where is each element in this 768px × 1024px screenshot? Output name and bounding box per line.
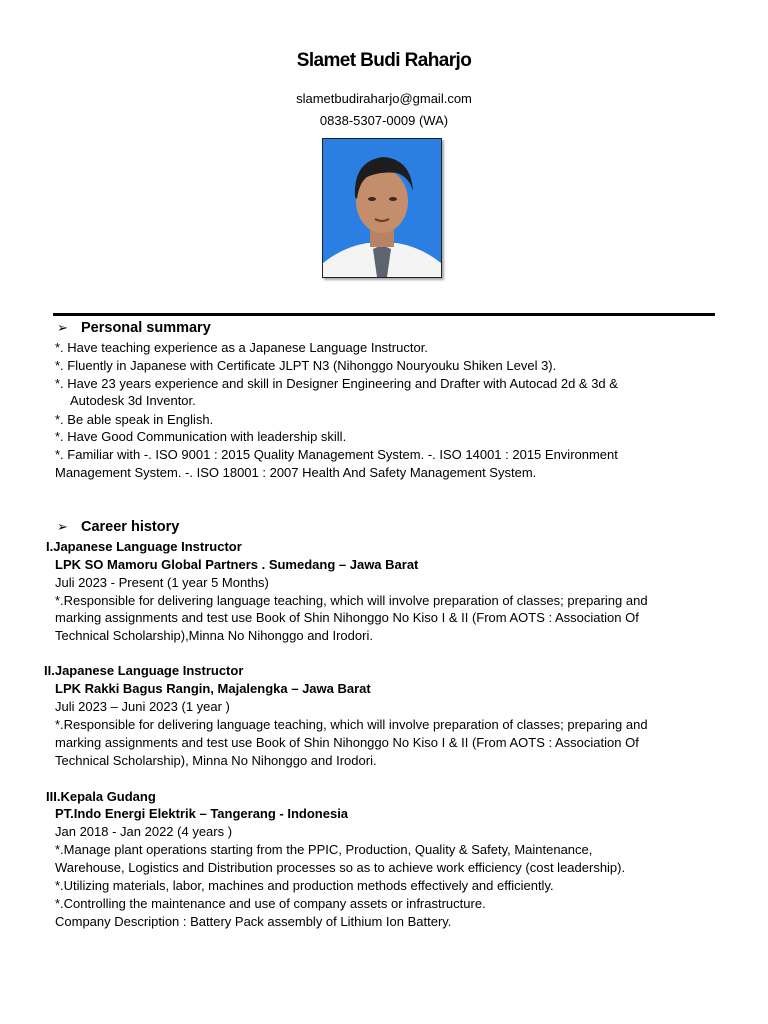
career-history-heading [57, 519, 179, 535]
career-history-title: Career history [81, 519, 180, 535]
job-heading: III.Kepala Gudang [46, 789, 156, 804]
job-description-line: *.Manage plant operations starting from the PPIC, Production, Quality & Safety, Maintenance, [55, 842, 593, 857]
summary-line: *. Be able speak in English. [55, 412, 214, 427]
job-heading: I.Japanese Language Instructor [46, 539, 242, 554]
summary-line: *. Have teaching experience as a Japanese Language Instructor. [55, 340, 428, 355]
job-description-line: Company Description : Battery Pack assembly of Lithium Ion Battery. [55, 914, 452, 929]
personal-summary-heading [57, 320, 211, 336]
job-description-line: *.Controlling the maintenance and use of company assets or infrastructure. [55, 896, 486, 911]
arrow-bullet-icon: ➢ [57, 519, 68, 534]
job-company: PT.Indo Energi Elektrik – Tangerang - Indonesia [55, 806, 349, 821]
job-description-line: marking assignments and test use Book of Shin Nihonggo No Kiso I & II (From AOTS : Association Of [55, 735, 639, 750]
job-description-line: Technical Scholarship), Minna No Nihonggo and Irodori. [55, 753, 377, 768]
job-description-line: Technical Scholarship),Minna No Nihonggo and Irodori. [55, 628, 373, 643]
job-period: Juli 2023 - Present (1 year 5 Months) [55, 575, 269, 590]
section-divider [53, 313, 715, 316]
job-period: Jan 2018 - Jan 2022 (4 years ) [55, 824, 233, 839]
summary-line: *. Familiar with -. ISO 9001 : 2015 Quality Management System. -. ISO 14001 : 2015 Environment [55, 447, 618, 462]
job-company: LPK Rakki Bagus Rangin, Majalengka – Jawa Barat [55, 681, 371, 696]
summary-line: *. Have Good Communication with leadership skill. [55, 429, 347, 444]
email-text: slametbudiraharjo@gmail.com [296, 91, 472, 106]
summary-line: Autodesk 3d Inventor. [70, 393, 196, 408]
job-period: Juli 2023 – Juni 2023 (1 year ) [55, 699, 230, 714]
job-heading: II.Japanese Language Instructor [44, 663, 244, 678]
job-description-line: *.Responsible for delivering language teaching, which will involve preparation of classes; preparing and [55, 593, 648, 608]
arrow-bullet-icon: ➢ [57, 320, 68, 335]
profile-photo [322, 138, 442, 278]
applicant-name: Slamet Budi Raharjo [296, 50, 472, 71]
job-description-line: Warehouse, Logistics and Distribution processes so as to achieve work efficiency (cost leadership). [55, 860, 626, 875]
phone-text: 0838-5307-0009 (WA) [319, 113, 449, 128]
job-description-line: *.Responsible for delivering language teaching, which will involve preparation of classes; preparing and [55, 717, 648, 732]
job-company: LPK SO Mamoru Global Partners . Sumedang – Jawa Barat [55, 557, 419, 572]
job-description-line: marking assignments and test use Book of Shin Nihonggo No Kiso I & II (From AOTS : Association Of [55, 610, 639, 625]
personal-summary-title: Personal summary [81, 320, 211, 336]
summary-line: *. Have 23 years experience and skill in Designer Engineering and Drafter with Autocad 2d & 3d & [55, 376, 618, 391]
summary-line: *. Fluently in Japanese with Certificate JLPT N3 (Nihonggo Nouryouku Shiken Level 3). [55, 358, 557, 373]
job-description-line: *.Utilizing materials, labor, machines and production methods effectively and efficiently. [55, 878, 554, 893]
summary-line: Management System. -. ISO 18001 : 2007 Health And Safety Management System. [55, 465, 537, 480]
